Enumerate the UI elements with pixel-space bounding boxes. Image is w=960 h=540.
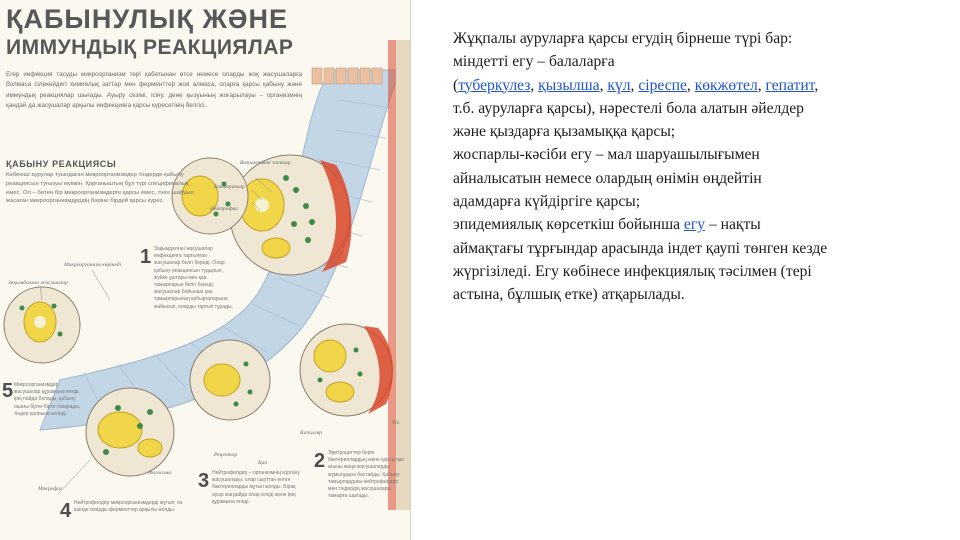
text-segment: , — [530, 76, 539, 94]
text-segment: жүргізіледі. Егу көбінесе инфекциялық тәсілмен (тері — [453, 262, 812, 280]
magnified-view-1 — [230, 155, 351, 275]
text-segment: , — [599, 76, 608, 94]
term-link[interactable]: гепатит — [765, 76, 815, 94]
section-heading: ҚАБЫНУ РЕАКЦИЯСЫ — [6, 159, 117, 169]
illustration-subtitle: ИММУНДЫҚ РЕАКЦИЯЛАР — [6, 36, 294, 59]
illustration-intro: Егер инфекция тасуды микроорганизм тері қабатынан өтсе немесе оларды жоқ жасушаларға болмаса сілекейдегі химиялық заттар мен ферменттер жоя алмаса, оларға қарсы қабыну және иммундық реакциялар шығады. Ауыру сезімі, ісіну, дене қызуының жоғарылауы – организмнің қандай да жасушалар арқылы инфекцияға қарсы күресетінің белгісі. — [6, 71, 302, 110]
text-segment: Жұқпалы ауруларға қарсы егудің бірнеше түрі бар: — [453, 30, 793, 47]
term-link[interactable]: егу — [683, 216, 706, 234]
term-link[interactable]: сіреспе — [638, 76, 687, 94]
label-macrophage: Макрофаг — [38, 486, 63, 492]
step-text-1: Зақымдалған жасушалар инфекцияға тартылған жасушалар белгі береді. Олар қабыну реакциясын тудырып, жүйке ұштары мен қан тамырларын белгі береді, жасушалар бойынша қан тамырларының қабырғаларына жабысып, оларды тартып тұрады. — [154, 246, 234, 310]
text-line — [453, 97, 923, 120]
label-tissue: Тін — [392, 420, 400, 426]
text-segment: және қыздарға қызамыққа қарсы; — [453, 123, 676, 141]
step-number-1: 1 — [140, 246, 152, 268]
term-link[interactable]: туберкулез — [458, 76, 531, 94]
text-line — [453, 190, 923, 213]
label-capillary: Капилляр — [300, 430, 323, 436]
text-segment: эпидемиялық көрсеткіш бойынша — [453, 216, 684, 234]
text-line — [453, 283, 923, 306]
text-segment: жоспарлы-кәсіби егу – мал шаруашылығымен — [453, 146, 760, 164]
vaccination-text — [453, 27, 923, 307]
tissue-layer — [396, 40, 410, 510]
text-segment: астына, бұлшық етке) атқарылады. — [453, 286, 685, 304]
text-segment: аймақтағы тұрғындар арасында індет қаупі төнген кезде — [453, 239, 828, 257]
step-number-2: 2 — [314, 450, 326, 472]
term-link[interactable]: күл — [607, 76, 631, 94]
step-text-5: Микроорганизмдер жасушалар құрамына енеді, ірің пайда болады, қабыну ошағы бірте-бірте тазарады, тіндер қалпына келеді. — [14, 382, 81, 417]
magnified-view-4 — [86, 388, 174, 476]
text-segment: , — [757, 76, 766, 94]
text-segment: міндетті егу – балаларға — [453, 53, 615, 71]
label-vasoactive: Вазоактивті заттар — [240, 160, 291, 166]
text-segment: адамдарға күйдіргіге қарсы; — [453, 193, 641, 211]
label-damaged-cell: Зақымдалған жасушалар — [8, 280, 68, 286]
text-line — [453, 213, 923, 236]
text-segment: т.б. ауруларға қарсы), нәрестелі бола алатын әйелдер — [453, 99, 804, 117]
textbook-illustration-page — [0, 0, 411, 540]
section-description: Көбеюші аурулар туындаған микроорганизмдер тіндерде қабыну реакциясын туғызуы мүмкін. Қорғаныштың бұл түрі спецификалық емес. Ол – бөтен бір микроорганизмдерге қарсы емес, тінге шабуыл жасаған микроорганизмдердің бәріне бірдей қарсы күрес. — [6, 172, 194, 205]
label-neutrophil: Нейтрофил — [210, 206, 238, 212]
text-segment: , — [686, 76, 695, 94]
step-text-2: Эритроциттер беріп бактериялардың өзіне қарсы қан ағыны жаңа жасушаларды жұмылдыра бастайды. Қабыну тамырлардағы нейтрофилдер мен тіндердің жасушалары тамырға шығады. — [328, 450, 405, 500]
term-link[interactable]: көкжөтел — [694, 76, 758, 94]
text-line — [453, 143, 923, 166]
term-link[interactable]: қызылша — [538, 76, 600, 94]
label-microphage: Микроорганизм көрінеді — [64, 262, 122, 268]
label-receptor: Рецептор — [214, 452, 238, 458]
text-line — [453, 167, 923, 190]
text-segment: айналысатын немесе олардың өнімін өңдейтін — [453, 169, 762, 187]
text-line — [453, 260, 923, 283]
step-text-4: Нейтрофилдер микроорганизмдерді жұтып, өз ішінде оларды ферменттер арқылы жояды. — [74, 500, 183, 514]
illustration-title: ҚАБЫНУЛЫҚ ЖӘНЕ — [6, 4, 288, 34]
text-segment: ( — [453, 76, 459, 94]
text-segment: , — [814, 76, 819, 94]
label-bacteria: Бактериялар — [214, 184, 245, 190]
text-line — [453, 237, 923, 260]
magnified-view-5 — [190, 340, 270, 420]
text-line — [453, 27, 923, 50]
text-line — [453, 74, 923, 97]
label-phagosome: Фагосома — [148, 470, 172, 476]
label-blood: Қан — [258, 460, 268, 466]
text-line — [453, 120, 923, 143]
text-segment: – нақты — [705, 216, 761, 234]
step-number-4: 4 — [60, 500, 72, 522]
step-number-3: 3 — [198, 470, 210, 492]
magnified-view-6 — [300, 324, 393, 416]
step-text-3: Нейтрофилдер – организмнің қорғану жасушалары, олар сырттан енген бактерияларды жұтып жояды. Бірақ ауыр жағдайда олар өледі және ірің құрамына енеді. — [212, 470, 300, 505]
step-number-5: 5 — [2, 380, 14, 402]
text-segment: , — [630, 76, 639, 94]
text-line — [453, 50, 923, 73]
